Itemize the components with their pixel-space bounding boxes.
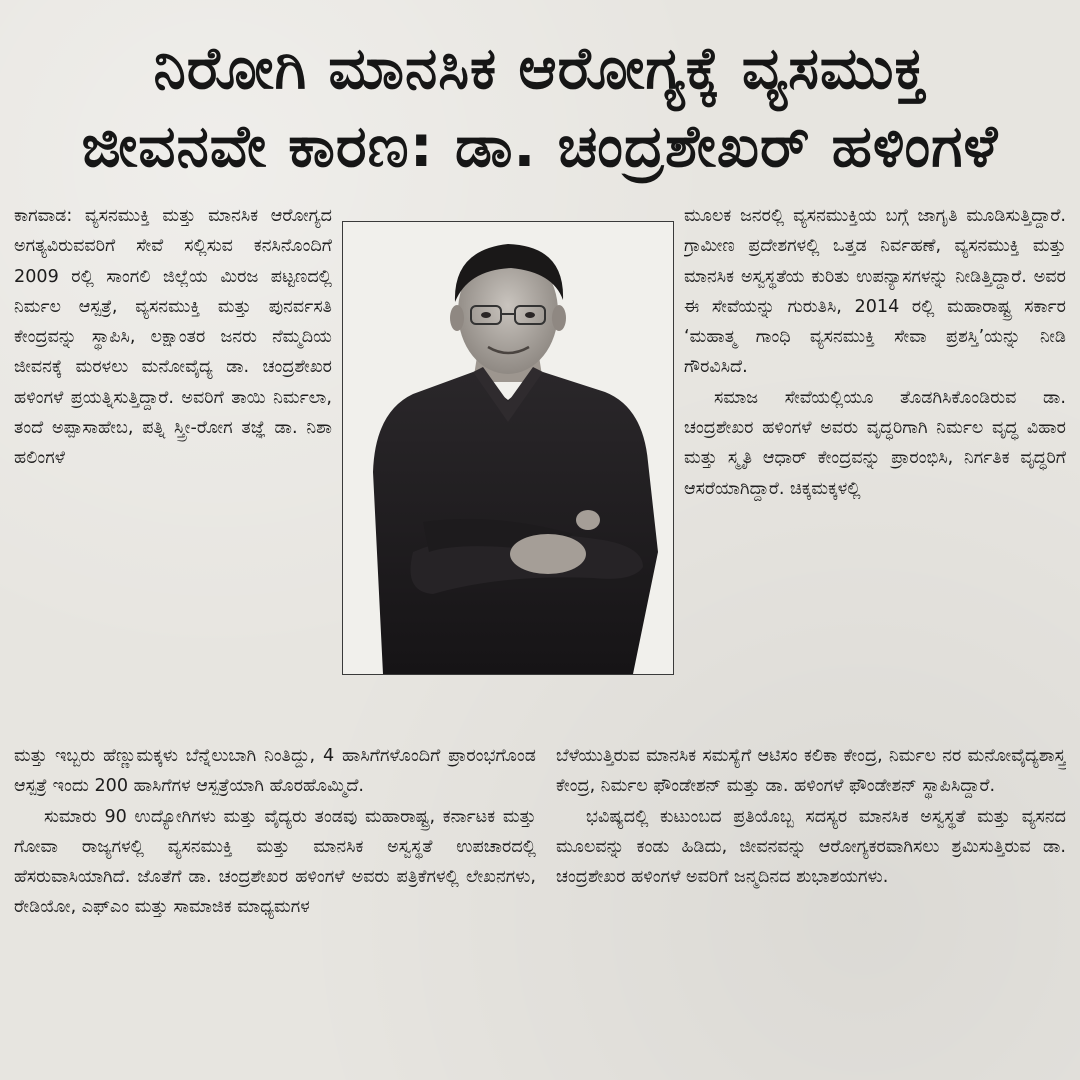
article-paragraph: ಮೂಲಕ ಜನರಲ್ಲಿ ವ್ಯಸನಮುಕ್ತಿಯ ಬಗ್ಗೆ ಜಾಗೃತಿ ಮೂಡಿಸುತ್ತಿದ್ದಾರೆ. ಗ್ರಾಮೀಣ ಪ್ರದೇಶಗಳಲ್ಲಿ ಒತ್ತಡ ನಿರ್ವಹಣೆ, ವ್ಯಸನಮುಕ್ತಿ ಮತ್ತು ಮಾನಸಿಕ ಅಸ್ವಸ್ಥತೆಯ ಕುರಿತು ಉಪನ್ಯಾಸಗಳನ್ನು ನೀಡಿತ್ತಿದ್ದಾರೆ. ಅವರ ಈ ಸೇವೆಯನ್ನು ಗುರುತಿಸಿ, 2014 ರಲ್ಲಿ ಮಹಾರಾಷ್ಟ್ರ ಸರ್ಕಾರ ‘ಮಹಾತ್ಮ ಗಾಂಧಿ ವ್ಯಸನಮುಕ್ತಿ ಸೇವಾ ಪ್ರಶಸ್ತಿ’ಯನ್ನು ನೀಡಿ ಗೌರವಿಸಿದೆ. <box>684 206 1066 378</box>
article-paragraph: ಸುಮಾರು 90 ಉದ್ಯೋಗಿಗಳು ಮತ್ತು ವೈದ್ಯರು ತಂಡವು ಮಹಾರಾಷ್ಟ್ರ, ಕರ್ನಾಟಕ ಮತ್ತು ಗೋವಾ ರಾಜ್ಯಗಳಲ್ಲಿ ವ್ಯಸನಮುಕ್ತಿ ಮತ್ತು ಮಾನಸಿಕ ಅಸ್ವಸ್ಥತೆ ಉಪಚಾರದಲ್ಲಿ ಹೆಸರುವಾಸಿಯಾಗಿದೆ. ಜೊತೆಗೆ ಡಾ. ಚಂದ್ರಶೇಖರ ಹಳಿಂಗಳೆ ಅವರು ಪತ್ರಿಕೆಗಳಲ್ಲಿ ಲೇಖನಗಳು, ರೇಡಿಯೋ, ಎಫ್‌ಎಂ ಮತ್ತು ಸಾಮಾಜಿಕ ಮಾಧ್ಯಮಗಳ <box>14 806 536 918</box>
headline-line-1: ನಿರೋಗಿ ಮಾನಸಿಕ ಆರೋಗ್ಯಕ್ಕೆ ವ್ಯಸಮುಕ್ತ <box>153 34 927 102</box>
article-column-bottom-left <box>14 741 536 1071</box>
article-paragraph: ಸಮಾಜ ಸೇವೆಯಲ್ಲಿಯೂ ತೊಡಗಿಸಿಕೊಂಡಿರುವ ಡಾ. ಚಂದ್ರಶೇಖರ ಹಳಿಂಗಳೆ ಅವರು ವೃದ್ಧರಿಗಾಗಿ ನಿರ್ಮಲ ವೃದ್ಧ ವಿಹಾರ ಮತ್ತು ಸ್ಮೃತಿ ಆಧಾರ್ ಕೇಂದ್ರವನ್ನು ಪ್ರಾರಂಭಿಸಿ, ನಿರ್ಗತಿಕ ವೃದ್ಧರಿಗೆ ಆಸರೆಯಾಗಿದ್ದಾರೆ. ಚಿಕ್ಕಮಕ್ಕಳಲ್ಲಿ <box>684 387 1066 499</box>
article-column-bottom-right <box>556 741 1066 1071</box>
article-paragraph: ಮತ್ತು ಇಬ್ಬರು ಹೆಣ್ಣುಮಕ್ಕಳು ಬೆನ್ನೆಲುಬಾಗಿ ನಿಂತಿದ್ದು, 4 ಹಾಸಿಗೆಗಳೊಂದಿಗೆ ಪ್ರಾರಂಭಗೊಂಡ ಆಸ್ಪತ್ರೆ ಇಂದು 200 ಹಾಸಿಗೆಗಳ ಆಸ್ಪತ್ರೆಯಾಗಿ ಹೊರಹೊಮ್ಮಿದೆ. <box>14 746 536 797</box>
article-paragraph: ಬೆಳೆಯುತ್ತಿರುವ ಮಾನಸಿಕ ಸಮಸ್ಯೆಗೆ ಆಟಿಸಂ ಕಲಿಕಾ ಕೇಂದ್ರ, ನಿರ್ಮಲ ನರ ಮನೋವೈದ್ಯಶಾಸ್ತ್ರ ಕೇಂದ್ರ, ನಿರ್ಮಲ ಫೌಂಡೇಶನ್ ಮತ್ತು ಡಾ. ಹಳಿಂಗಳೆ ಫೌಂಡೇಶನ್ ಸ್ಥಾಪಿಸಿದ್ದಾರೆ. <box>556 746 1066 797</box>
doctor-portrait-photo <box>342 221 674 675</box>
headline-line-2: ಜೀವನವೇ ಕಾರಣ: ಡಾ. ಚಂದ್ರಶೇಖರ್ ಹಳಿಂಗಳೆ <box>81 112 999 180</box>
article-paragraph: ಭವಿಷ್ಯದಲ್ಲಿ ಕುಟುಂಬದ ಪ್ರತಿಯೊಬ್ಬ ಸದಸ್ಯರ ಮಾನಸಿಕ ಅಸ್ವಸ್ಥತೆ ಮತ್ತು ವ್ಯಸನದ ಮೂಲವನ್ನು ಕಂಡು ಹಿಡಿದು, ಜೀವನವನ್ನು ಆರೋಗ್ಯಕರವಾಗಿಸಲು ಶ್ರಮಿಸುತ್ತಿರುವ ಡಾ. ಚಂದ್ರಶೇಖರ ಹಳಿಂಗಳೆ ಅವರಿಗೆ ಜನ್ಮದಿನದ ಶುಭಾಶಯಗಳು. <box>556 806 1066 888</box>
article-column-right <box>684 201 1066 741</box>
article-paragraph: ಕಾಗವಾಡ: ವ್ಯಸನಮುಕ್ತಿ ಮತ್ತು ಮಾನಸಿಕ ಆರೋಗ್ಯದ ಅಗತ್ಯವಿರುವವರಿಗೆ ಸೇವೆ ಸಲ್ಲಿಸುವ ಕನಸಿನೊಂದಿಗೆ 2009 ರಲ್ಲಿ ಸಾಂಗಲಿ ಜಿಲ್ಲೆಯ ಮಿರಜ ಪಟ್ಟಣದಲ್ಲಿ ನಿರ್ಮಲ ಆಸ್ಪತ್ರೆ, ವ್ಯಸನಮುಕ್ತಿ ಮತ್ತು ಪುನರ್ವಸತಿ ಕೇಂದ್ರವನ್ನು ಸ್ಥಾಪಿಸಿ, ಲಕ್ಷಾಂತರ ಜನರು ನೆಮ್ಮದಿಯ ಜೀವನಕ್ಕೆ ಮರಳಲು ಮನೋವೈದ್ಯ ಡಾ. ಚಂದ್ರಶೇಖರ ಹಳಿಂಗಳೆ ಪ್ರಯತ್ನಿಸುತ್ತಿದ್ದಾರೆ. ಅವರಿಗೆ ತಾಯಿ ನಿರ್ಮಲಾ, ತಂದೆ ಅಪ್ಪಾಸಾಹೇಬ, ಪತ್ನಿ ಸ್ತ್ರೀ-ರೋಗ ತಜ್ಞೆ ಡಾ. ನಿಶಾ ಹಲಿಂಗಳೆ <box>14 206 332 469</box>
article-column-left <box>14 201 332 741</box>
portrait-illustration <box>343 222 673 674</box>
